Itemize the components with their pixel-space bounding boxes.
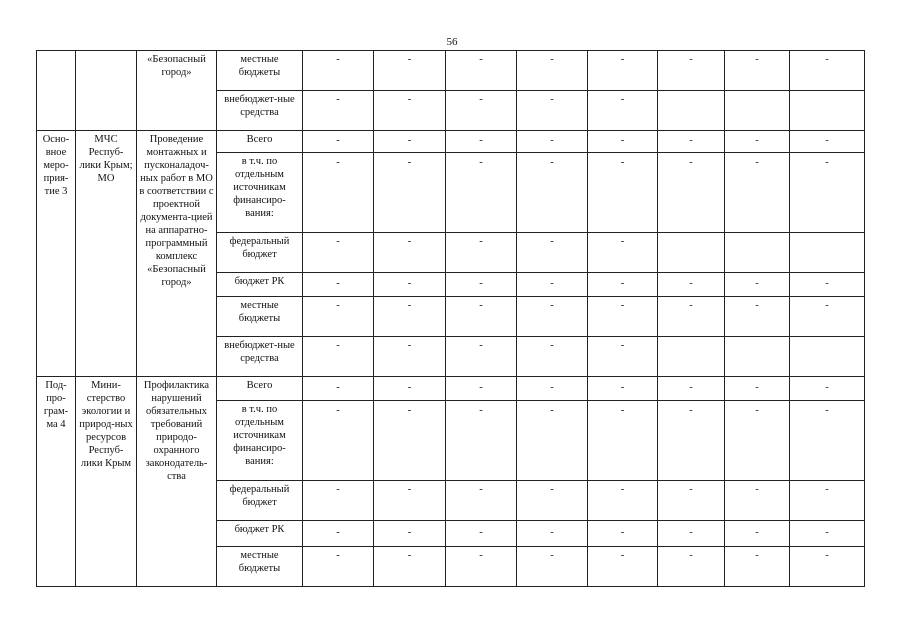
value-cell xyxy=(725,337,790,377)
value-cell xyxy=(658,337,725,377)
executor-cell: Мини-стерство экологии и природ-ных ресурсов Респуб-лики Крым xyxy=(76,377,137,587)
table-row xyxy=(37,377,865,401)
value-cell: - xyxy=(446,153,517,233)
program-cell: Под-про-грам-ма 4 xyxy=(37,377,76,587)
value-cell: - xyxy=(790,401,865,481)
source-cell: Всего xyxy=(217,377,303,401)
value-cell: - xyxy=(446,51,517,91)
value-cell: - xyxy=(588,401,658,481)
value-cell: - xyxy=(303,297,374,337)
source-cell: в т.ч. по отдельным источникам финансиро-вания: xyxy=(217,401,303,481)
value-cell: - xyxy=(517,297,588,337)
financing-table xyxy=(36,50,865,587)
value-cell: - xyxy=(303,51,374,91)
value-cell: - xyxy=(446,91,517,131)
page-number: 56 xyxy=(446,36,458,48)
value-cell: - xyxy=(588,547,658,587)
value-cell: - xyxy=(446,131,517,153)
value-cell: - xyxy=(374,233,446,273)
value-cell: - xyxy=(588,521,658,547)
source-cell: внебюджет-ные средства xyxy=(217,91,303,131)
value-cell: - xyxy=(658,153,725,233)
value-cell: - xyxy=(725,51,790,91)
value-cell: - xyxy=(790,51,865,91)
value-cell: - xyxy=(725,481,790,521)
source-cell: местные бюджеты xyxy=(217,297,303,337)
value-cell: - xyxy=(658,481,725,521)
measure-cell: «Безопасный город» xyxy=(137,51,217,131)
value-cell: - xyxy=(374,297,446,337)
value-cell: - xyxy=(588,131,658,153)
value-cell xyxy=(790,233,865,273)
source-cell: бюджет РК xyxy=(217,521,303,547)
value-cell: - xyxy=(588,153,658,233)
value-cell: - xyxy=(658,131,725,153)
value-cell xyxy=(790,91,865,131)
value-cell: - xyxy=(658,273,725,297)
value-cell: - xyxy=(374,91,446,131)
value-cell: - xyxy=(374,521,446,547)
value-cell: - xyxy=(374,547,446,587)
value-cell: - xyxy=(446,233,517,273)
value-cell: - xyxy=(517,337,588,377)
value-cell: - xyxy=(446,297,517,337)
value-cell xyxy=(725,233,790,273)
value-cell: - xyxy=(588,51,658,91)
source-cell: местные бюджеты xyxy=(217,547,303,587)
value-cell: - xyxy=(517,401,588,481)
value-cell: - xyxy=(658,401,725,481)
value-cell: - xyxy=(725,273,790,297)
value-cell: - xyxy=(374,377,446,401)
value-cell xyxy=(725,91,790,131)
value-cell: - xyxy=(517,51,588,91)
value-cell: - xyxy=(446,547,517,587)
value-cell: - xyxy=(517,547,588,587)
value-cell: - xyxy=(446,273,517,297)
value-cell: - xyxy=(790,153,865,233)
value-cell: - xyxy=(517,273,588,297)
value-cell: - xyxy=(725,521,790,547)
value-cell: - xyxy=(446,521,517,547)
value-cell: - xyxy=(517,91,588,131)
source-cell: в т.ч. по отдельным источникам финансиро-вания: xyxy=(217,153,303,233)
value-cell: - xyxy=(658,547,725,587)
value-cell: - xyxy=(517,481,588,521)
value-cell: - xyxy=(725,297,790,337)
source-cell: федеральный бюджет xyxy=(217,481,303,521)
value-cell: - xyxy=(790,131,865,153)
value-cell: - xyxy=(303,91,374,131)
value-cell xyxy=(658,233,725,273)
value-cell: - xyxy=(790,297,865,337)
value-cell: - xyxy=(658,297,725,337)
measure-cell: Профилактика нарушений обязательных требований природо-охранного законодатель-ства xyxy=(137,377,217,587)
value-cell: - xyxy=(790,521,865,547)
value-cell: - xyxy=(588,297,658,337)
value-cell: - xyxy=(446,481,517,521)
value-cell: - xyxy=(303,153,374,233)
value-cell: - xyxy=(658,51,725,91)
executor-cell xyxy=(76,51,137,131)
value-cell: - xyxy=(303,337,374,377)
value-cell: - xyxy=(303,401,374,481)
program-cell: Осно-вное меро-прия-тие 3 xyxy=(37,131,76,377)
value-cell: - xyxy=(446,337,517,377)
source-cell: Всего xyxy=(217,131,303,153)
value-cell: - xyxy=(658,521,725,547)
value-cell: - xyxy=(374,131,446,153)
value-cell: - xyxy=(725,153,790,233)
value-cell: - xyxy=(725,401,790,481)
table-row xyxy=(37,51,865,91)
value-cell: - xyxy=(588,337,658,377)
value-cell: - xyxy=(374,337,446,377)
value-cell: - xyxy=(588,91,658,131)
value-cell: - xyxy=(303,377,374,401)
value-cell xyxy=(658,91,725,131)
measure-cell: Проведение монтажных и пусконаладоч-ных работ в МО в соответствии с проектной документа-цией на аппаратно-программный комплекс «Безопасный город» xyxy=(137,131,217,377)
value-cell: - xyxy=(303,547,374,587)
program-cell xyxy=(37,51,76,131)
value-cell: - xyxy=(303,273,374,297)
value-cell: - xyxy=(303,481,374,521)
source-cell: бюджет РК xyxy=(217,273,303,297)
value-cell: - xyxy=(588,377,658,401)
value-cell: - xyxy=(588,233,658,273)
value-cell: - xyxy=(790,481,865,521)
source-cell: местные бюджеты xyxy=(217,51,303,91)
value-cell: - xyxy=(517,153,588,233)
value-cell: - xyxy=(725,377,790,401)
value-cell: - xyxy=(303,233,374,273)
value-cell: - xyxy=(374,401,446,481)
source-cell: внебюджет-ные средства xyxy=(217,337,303,377)
value-cell: - xyxy=(725,131,790,153)
value-cell: - xyxy=(517,233,588,273)
table-row xyxy=(37,131,865,153)
value-cell xyxy=(790,337,865,377)
source-cell: федеральный бюджет xyxy=(217,233,303,273)
value-cell: - xyxy=(790,273,865,297)
value-cell: - xyxy=(446,377,517,401)
value-cell: - xyxy=(588,273,658,297)
value-cell: - xyxy=(517,521,588,547)
value-cell: - xyxy=(374,51,446,91)
value-cell: - xyxy=(374,481,446,521)
value-cell: - xyxy=(658,377,725,401)
value-cell: - xyxy=(790,547,865,587)
value-cell: - xyxy=(588,481,658,521)
value-cell: - xyxy=(446,401,517,481)
value-cell: - xyxy=(725,547,790,587)
value-cell: - xyxy=(517,377,588,401)
value-cell: - xyxy=(374,153,446,233)
value-cell: - xyxy=(517,131,588,153)
executor-cell: МЧС Респуб-лики Крым; МО xyxy=(76,131,137,377)
value-cell: - xyxy=(303,521,374,547)
value-cell: - xyxy=(790,377,865,401)
value-cell: - xyxy=(303,131,374,153)
value-cell: - xyxy=(374,273,446,297)
